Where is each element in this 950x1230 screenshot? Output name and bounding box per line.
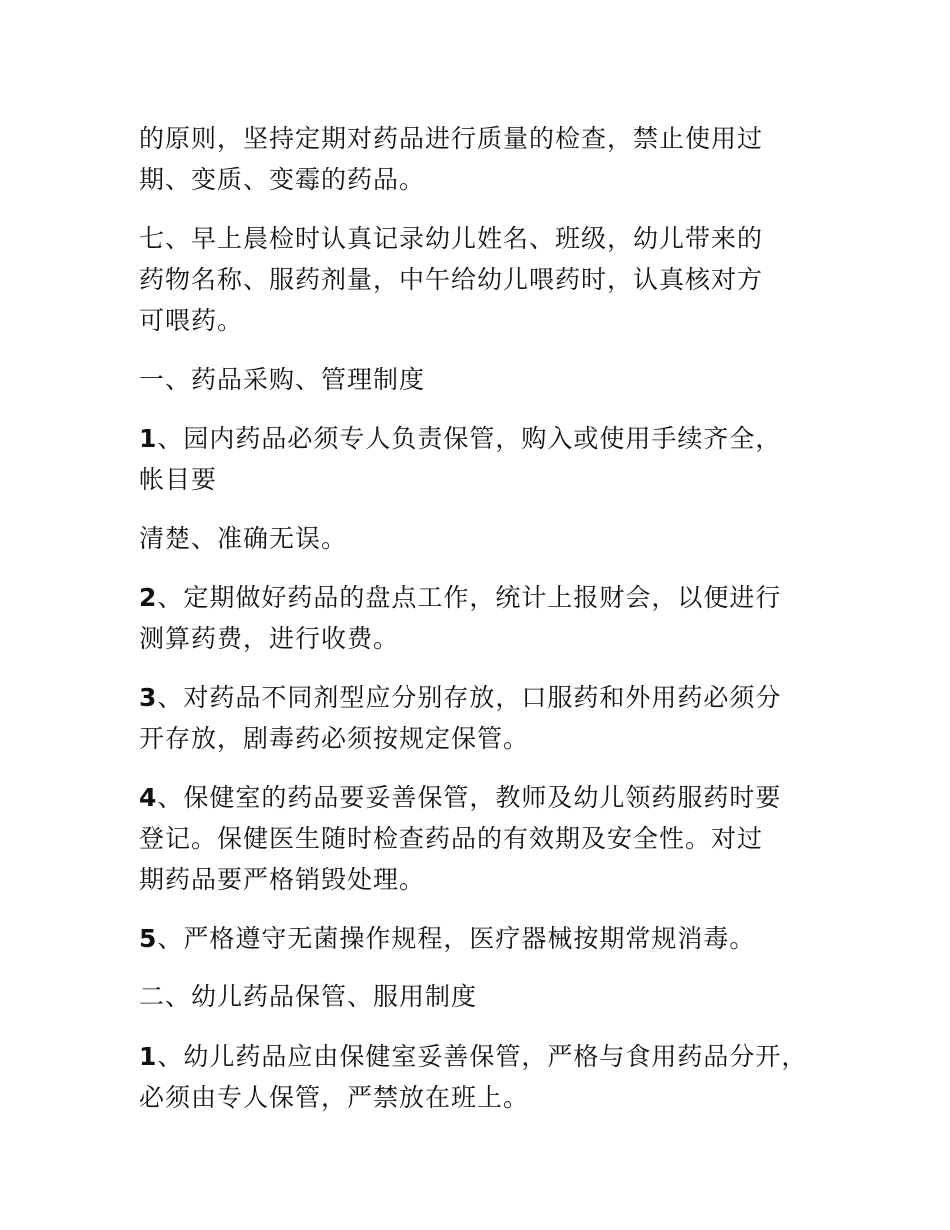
text-line: 必须由专人保管，严禁放在班上。: [139, 1083, 530, 1112]
text-line: 期、变质、变霉的药品。: [139, 165, 426, 194]
text-line: 清楚、准确无误。: [139, 524, 348, 553]
text-line: 登记。保健医生随时检查药品的有效期及安全性。对过: [139, 824, 764, 853]
section-heading-child-medicine: [139, 976, 839, 1017]
paragraph-item-4: [139, 777, 839, 900]
item-number: 1: [139, 424, 158, 453]
text-line: [139, 777, 839, 818]
section-heading-purchase-management: [139, 359, 839, 400]
text-line-content: 、园内药品必须专人负责保管，购入或使用手续齐全，: [157, 424, 782, 453]
text-line: [139, 677, 839, 718]
text-line: 药物名称、服药剂量，中午给幼儿喂药时，认真核对方: [139, 265, 764, 294]
item-number: 2: [139, 583, 158, 612]
text-line: 的原则，坚持定期对药品进行质量的检查，禁止使用过: [139, 124, 764, 153]
item-number: 1: [139, 1042, 158, 1071]
paragraph-clear-accurate: [139, 518, 839, 559]
text-line: [139, 918, 839, 959]
paragraph-item-1: [139, 418, 839, 500]
text-line: [139, 577, 839, 618]
text-line-content: 、定期做好药品的盘点工作，统计上报财会，以便进行: [157, 583, 782, 612]
paragraph-item-5: [139, 918, 839, 959]
text-line: 可喂药。: [139, 306, 244, 335]
item-number: 3: [139, 683, 158, 712]
text-line: [139, 418, 839, 459]
text-line-content: 、保健室的药品要妥善保管，教师及幼儿领药服药时要: [157, 783, 782, 812]
text-line: 开存放，剧毒药必须按规定保管。: [139, 724, 530, 753]
text-line: 帐目要: [139, 465, 218, 494]
text-line: 期药品要严格销毁处理。: [139, 865, 426, 894]
item-number: 5: [139, 924, 158, 953]
text-line: 七、早上晨检时认真记录幼儿姓名、班级，幼儿带来的: [139, 224, 764, 253]
section-heading: 一、药品采购、管理制度: [139, 365, 426, 394]
text-line-content: 、幼儿药品应由保健室妥善保管，严格与食用药品分开，: [157, 1042, 808, 1071]
paragraph-item-seven: [139, 218, 839, 341]
paragraph-section2-item-1: [139, 1036, 839, 1118]
paragraph-item-2: [139, 577, 839, 659]
paragraph-principle-continued: [139, 118, 839, 200]
text-line: 测算药费，进行收费。: [139, 624, 400, 653]
text-line: [139, 1036, 839, 1077]
item-number: 4: [139, 783, 158, 812]
paragraph-item-3: [139, 677, 839, 759]
text-line-content: 、对药品不同剂型应分别存放，口服药和外用药必须分: [157, 683, 782, 712]
section-heading: 二、幼儿药品保管、服用制度: [139, 982, 478, 1011]
text-line-content: 、严格遵守无菌操作规程，医疗器械按期常规消毒。: [157, 924, 756, 953]
